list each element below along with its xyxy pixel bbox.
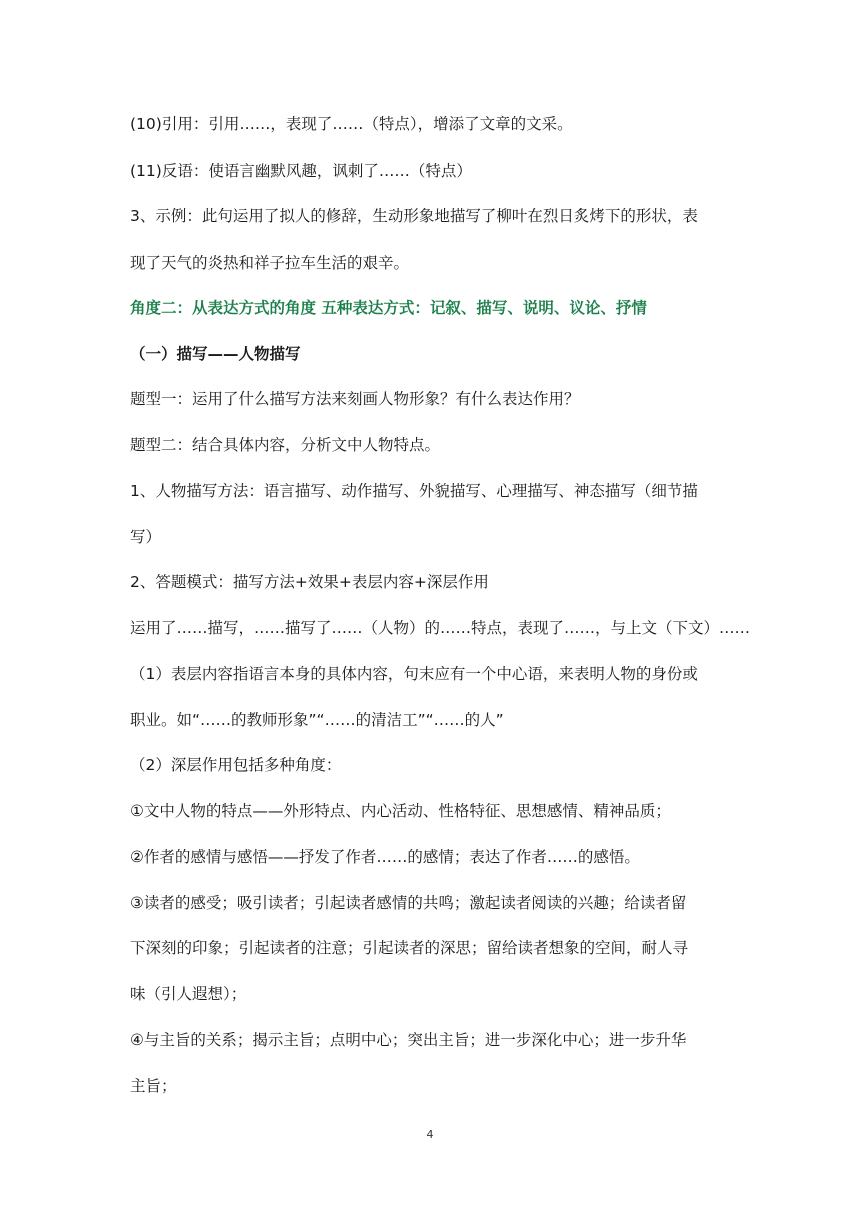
surface-content-line-2: 职业。如“……的教师形象”“……的清洁工”“……的人”: [130, 711, 504, 729]
description-methods-line-2: 写）: [130, 528, 162, 546]
description-methods-line-1: 1、人物描写方法：语言描写、动作描写、外貌描写、心理描写、神态描写（细节描: [130, 482, 698, 500]
section-heading-angle-two: 角度二：从表达方式的角度 五种表达方式：记叙、描写、说明、议论、抒情: [130, 299, 647, 317]
surface-content-line-1: （1）表层内容指语言本身的具体内容，句末应有一个中心语，来表明人物的身份或: [130, 665, 698, 683]
deep-effect-item-3-line-2: 下深刻的印象；引起读者的注意；引起读者的深思；留给读者想象的空间，耐人寻: [130, 939, 689, 957]
answer-pattern: 2、答题模式：描写方法+效果+表层内容+深层作用: [130, 573, 489, 591]
deep-effect-item-3-line-1: ③读者的感受；吸引读者；引起读者感情的共鸣；激起读者阅读的兴趣；给读者留: [130, 894, 687, 912]
text-line-example-2: 现了天气的炎热和祥子拉车生活的艰辛。: [130, 254, 410, 272]
text-line-10-citation: (10)引用：引用……，表现了……（特点），增添了文章的文采。: [130, 115, 573, 133]
deep-effect-item-1: ①文中人物的特点——外形特点、内心活动、性格特征、思想感情、精神品质；: [130, 802, 671, 820]
deep-effect-item-4-line-1: ④与主旨的关系；揭示主旨；点明中心；突出主旨；进一步深化中心；进一步升华: [130, 1031, 687, 1049]
page-number: 4: [426, 1128, 434, 1141]
question-type-two: 题型二：结合具体内容，分析文中人物特点。: [130, 436, 441, 454]
answer-template: 运用了……描写，……描写了……（人物）的……特点，表现了……，与上文（下文）……: [130, 619, 751, 637]
question-type-one: 题型一：运用了什么描写方法来刻画人物形象？有什么表达作用？: [130, 390, 580, 408]
deep-effect-item-2: ②作者的感情与感悟——抒发了作者……的感情；表达了作者……的感悟。: [130, 848, 640, 866]
text-line-11-irony: (11)反语：使语言幽默风趣，讽刺了……（特点）: [130, 162, 472, 180]
text-line-example-1: 3、示例：此句运用了拟人的修辞，生动形象地描写了柳叶在烈日炙烤下的形状，表: [130, 207, 698, 225]
deep-effect-item-4-line-2: 主旨；: [130, 1077, 177, 1095]
deep-effect-item-3-line-3: 味（引人遐想）；: [130, 985, 247, 1003]
subsection-heading-character-description: （一）描写——人物描写: [130, 345, 301, 363]
deep-effect-intro: （2）深层作用包括多种角度：: [130, 756, 342, 774]
